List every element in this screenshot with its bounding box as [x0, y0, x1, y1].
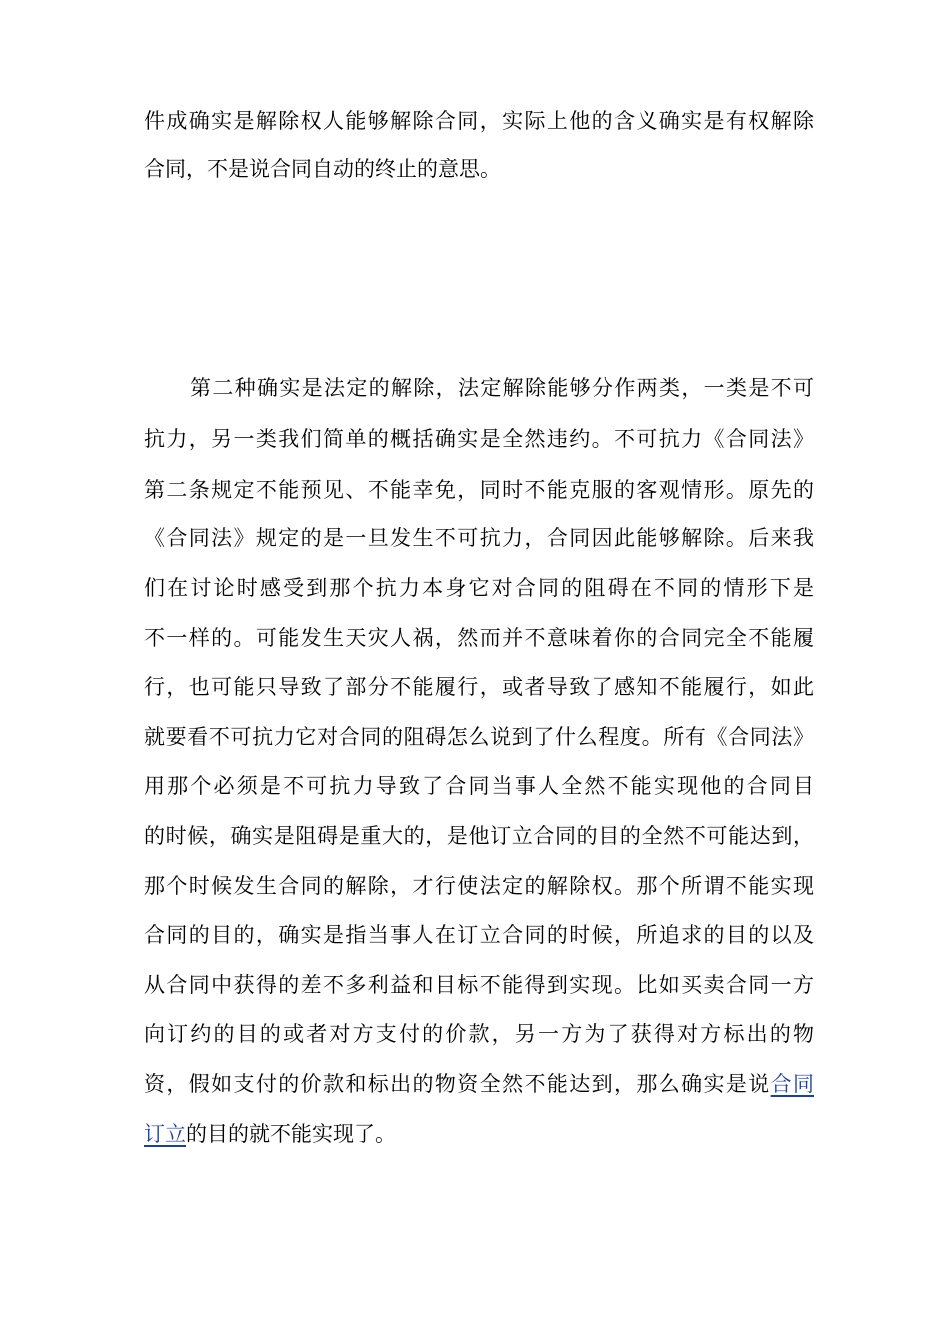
- paragraph-2-line-6: 不一样的。可能发生天灾人祸，然而并不意味着你的合同完全不能履: [144, 626, 814, 650]
- paragraph-2-line-7: 行，也可能只导致了部分不能履行，或者导致了感知不能履行，如此: [144, 675, 814, 699]
- paragraph-2-line-8: 就要看不可抗力它对合同的阻碍怎么说到了什么程度。所有《合同法》: [144, 725, 814, 749]
- paragraph-2-line-11: 那个时候发生合同的解除，才行使法定的解除权。那个所谓不能实现: [144, 874, 814, 898]
- paragraph-2-line-9: 用那个必须是不可抗力导致了合同当事人全然不能实现他的合同目: [144, 774, 814, 798]
- paragraph-2-line-5: 们在讨论时感受到那个抗力本身它对合同的阻碍在不同的情形下是: [144, 576, 814, 600]
- paragraph-2-line-15: [144, 1070, 814, 1098]
- paragraph-2-line-14: 向订约的目的或者对方支付的价款，另一方为了获得对方标出的物: [144, 1022, 814, 1046]
- paragraph-1-line-2: 合同，不是说合同自动的终止的意思。: [144, 157, 501, 181]
- contract-signing-link-part-1[interactable]: 合同: [770, 1072, 814, 1096]
- paragraph-2-line-10: 的时候，确实是阻碍是重大的，是他订立合同的目的全然不可能达到，: [144, 824, 814, 848]
- paragraph-2-line-4: 《合同法》规定的是一旦发生不可抗力，合同因此能够解除。后来我: [144, 526, 814, 550]
- contract-signing-link-part-2[interactable]: 订立: [144, 1122, 186, 1146]
- paragraph-2-line-12: 合同的目的，确实是指当事人在订立合同的时候，所追求的目的以及: [144, 923, 814, 947]
- paragraph-2-line-13: 从合同中获得的差不多利益和目标不能得到实现。比如买卖合同一方: [144, 973, 814, 997]
- paragraph-2-line-2: 抗力，另一类我们简单的概括确实是全然违约。不可抗力《合同法》: [144, 427, 814, 451]
- paragraph-2-final-text: 的目的就不能实现了。: [186, 1122, 396, 1146]
- paragraph-2-line-15-text: 资，假如支付的价款和标出的物资全然不能达到，那么确实是说: [144, 1072, 771, 1096]
- paragraph-2-line-1: 第二种确实是法定的解除，法定解除能够分作两类，一类是不可: [190, 376, 814, 400]
- paragraph-2-line-3: 第二条规定不能预见、不能幸免，同时不能克服的客观情形。原先的: [144, 478, 814, 502]
- paragraph-1-line-1: 件成确实是解除权人能够解除合同，实际上他的含义确实是有权解除: [144, 109, 814, 133]
- paragraph-2-line-16: [144, 1120, 814, 1148]
